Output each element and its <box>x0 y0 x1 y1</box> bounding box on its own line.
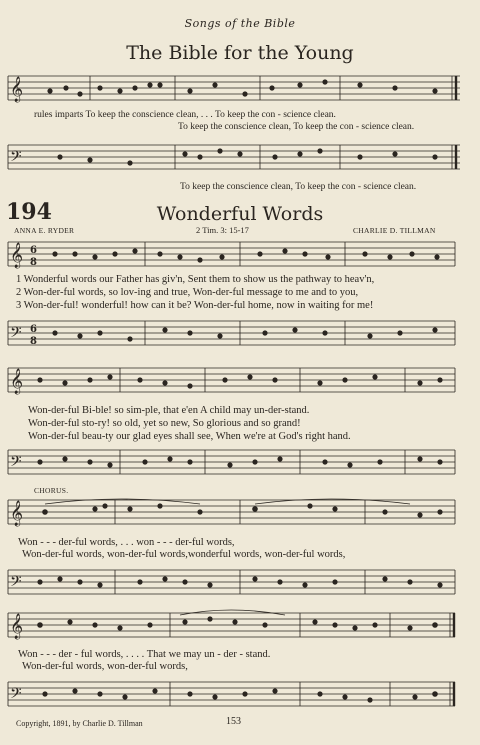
svg-text:6: 6 <box>30 324 37 335</box>
svg-text:𝄢: 𝄢 <box>10 324 22 345</box>
page-number: 153 <box>226 716 241 727</box>
svg-text:𝄞: 𝄞 <box>10 501 24 526</box>
verse-1-line-2: Won-der-ful Bi-ble! so sim-ple, that e'en A child may un-der-stand. <box>28 405 310 416</box>
music-staff-1 <box>0 70 480 110</box>
music-staff-7 <box>0 494 480 534</box>
svg-text:𝄞: 𝄞 <box>10 614 24 639</box>
prev-bass-lyric: To keep the conscience clean, To keep the con - science clean. <box>180 182 417 192</box>
chorus-label: CHORUS. <box>34 486 69 495</box>
section-header: Songs of the Bible <box>184 17 296 30</box>
svg-text:𝄢: 𝄢 <box>10 573 22 594</box>
chorus-line-1: Won - - - der-ful words, . . . won - - - der-ful words, <box>18 537 235 548</box>
music-staff-4 <box>0 313 480 353</box>
music-staff-8 <box>0 562 480 602</box>
hymn-author: ANNA E. RYDER <box>14 226 75 235</box>
chorus-line-4: Won-der-ful words, won-der-ful words, <box>22 661 188 672</box>
music-staff-2 <box>0 135 480 180</box>
music-staff-9 <box>0 605 480 650</box>
hymn-title: Wonderful Words <box>156 203 324 225</box>
svg-text:𝄢: 𝄢 <box>10 685 22 706</box>
chorus-line-2: Won-der-ful words, won-der-ful words,wonderful words, won-der-ful words, <box>22 549 346 560</box>
prev-lyric-line-1: rules imparts To keep the conscience clean, . . . To keep the con - science clean. <box>34 110 336 120</box>
verse-3-line-1: 3 Won-der-ful! wonderful! how can it be? Won-der-ful home, now in waiting for me! <box>16 300 374 311</box>
svg-text:𝄞: 𝄞 <box>10 77 24 102</box>
copyright-notice: Copyright, 1891, by Charlie D. Tillman <box>16 719 143 728</box>
hymn-composer: CHARLIE D. TILLMAN <box>353 226 436 235</box>
music-staff-6 <box>0 442 480 482</box>
previous-hymn-title: The Bible for the Young <box>126 42 354 64</box>
svg-text:𝄢: 𝄢 <box>10 148 22 169</box>
scripture-reference: 2 Tim. 3: 15-17 <box>196 225 249 235</box>
hymn-number: 194 <box>6 199 52 225</box>
music-staff-5 <box>0 362 480 402</box>
svg-text:𝄞: 𝄞 <box>10 243 24 268</box>
svg-text:𝄢: 𝄢 <box>10 453 22 474</box>
chorus-line-3: Won - - - der - ful words, . . . . That we may un - der - stand. <box>18 649 271 660</box>
svg-text:8: 8 <box>30 257 37 268</box>
verse-2-line-1: 2 Won-der-ful words, so lov-ing and true, Won-der-ful message to me and to you, <box>16 287 359 298</box>
svg-text:6: 6 <box>30 245 37 256</box>
verse-1-line-1: 1 Wonderful words our Father has giv'n, Sent them to show us the pathway to heav'n, <box>16 274 375 285</box>
music-staff-10 <box>0 674 480 714</box>
verse-3-line-2: Won-der-ful beau-ty our glad eyes shall see, When we're at God's right hand. <box>28 431 351 442</box>
svg-text:8: 8 <box>30 336 37 347</box>
prev-lyric-line-2: To keep the conscience clean, To keep the con - science clean. <box>178 122 415 132</box>
svg-text:𝄞: 𝄞 <box>10 369 24 394</box>
music-staff-3 <box>0 236 480 276</box>
verse-2-line-2: Won-der-ful sto-ry! so old, yet so new, So glorious and so grand! <box>28 418 301 429</box>
